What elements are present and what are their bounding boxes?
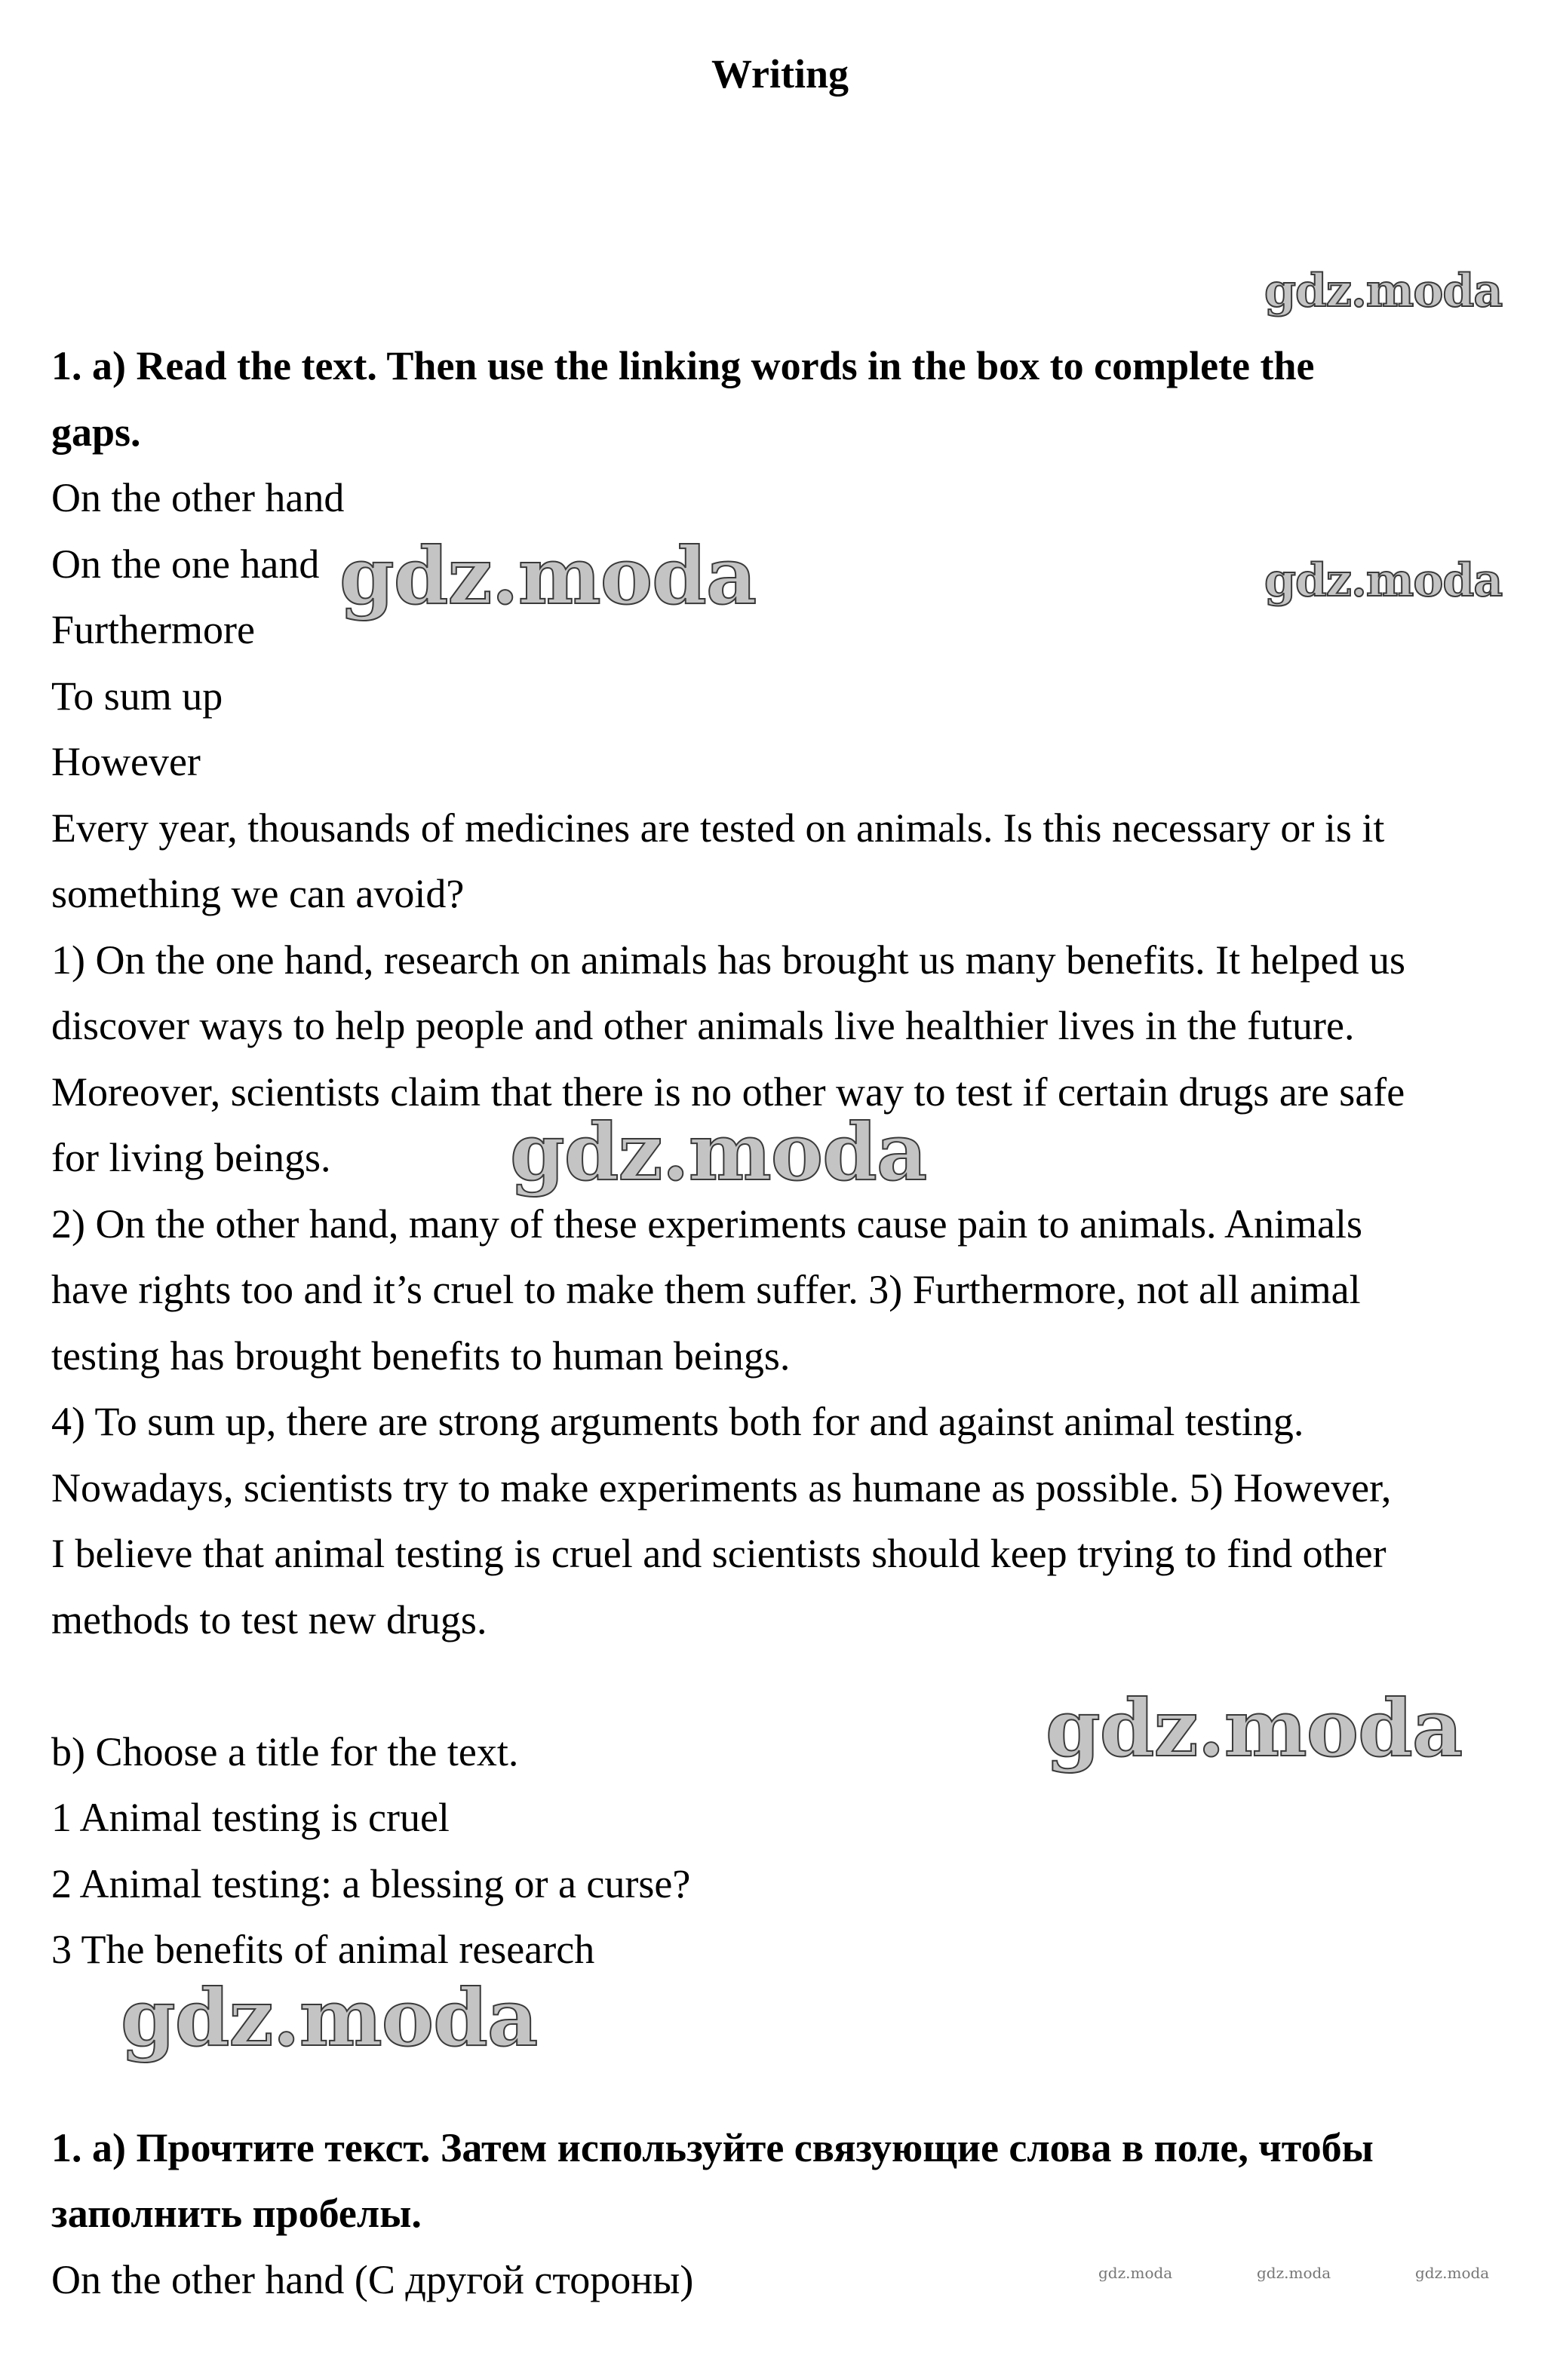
watermark: gdz.moda bbox=[1046, 1682, 1463, 1774]
linking-word-item: However bbox=[51, 739, 201, 784]
watermark: gdz.moda bbox=[1264, 554, 1503, 607]
watermark: gdz.moda bbox=[510, 1106, 927, 1198]
ru-task-heading-line1: 1. а) Прочтите текст. Затем используйте связующие слова в поле, чтобы bbox=[51, 2124, 1374, 2170]
text-line: 4) To sum up, there are strong arguments both for and against animal testing. bbox=[51, 1399, 1304, 1444]
watermark: gdz.moda bbox=[121, 1971, 538, 2064]
watermark: gdz.moda bbox=[1264, 265, 1503, 317]
ru-linking-word-item: On the other hand (С другой стороны) bbox=[51, 2256, 694, 2302]
text-line: methods to test new drugs. bbox=[51, 1596, 487, 1642]
task-heading-line1: 1. a) Read the text. Then use the linking words in the box to complete the bbox=[51, 343, 1315, 388]
title-option: 2 Animal testing: a blessing or a curse? bbox=[51, 1860, 691, 1906]
text-line: I believe that animal testing is cruel and scientists should keep trying to find other bbox=[51, 1531, 1386, 1576]
title-option: 3 The benefits of animal research bbox=[51, 1927, 595, 1972]
ru-task-heading-line2: заполнить пробелы. bbox=[51, 2191, 422, 2236]
text-line: for living beings. bbox=[51, 1135, 331, 1180]
text-line: discover ways to help people and other animals live healthier lives in the future. bbox=[51, 1003, 1355, 1048]
watermark-small: gdz.moda bbox=[1257, 2264, 1331, 2282]
watermark-small: gdz.moda bbox=[1415, 2264, 1490, 2282]
linking-word-item: On the other hand bbox=[51, 475, 345, 520]
linking-word-item: To sum up bbox=[51, 673, 223, 719]
text-line: 2) On the other hand, many of these experiments cause pain to animals. Animals bbox=[51, 1201, 1363, 1247]
text-line: Moreover, scientists claim that there is no other way to test if certain drugs are safe bbox=[51, 1069, 1405, 1115]
text-line: have rights too and it’s cruel to make them suffer. 3) Furthermore, not all animal bbox=[51, 1267, 1361, 1312]
part-b-prompt: b) Choose a title for the text. bbox=[51, 1728, 519, 1774]
task-heading-line2: gaps. bbox=[51, 409, 141, 455]
linking-word-item: Furthermore bbox=[51, 607, 255, 652]
text-line: something we can avoid? bbox=[51, 871, 465, 916]
text-line: testing has brought benefits to human beings. bbox=[51, 1333, 791, 1379]
watermark: gdz.moda bbox=[339, 529, 757, 622]
text-line: Every year, thousands of medicines are tested on animals. Is this necessary or is it bbox=[51, 805, 1385, 851]
page-title: Writing bbox=[711, 51, 849, 97]
text-line: 1) On the one hand, research on animals has brought us many benefits. It helped us bbox=[51, 937, 1406, 983]
linking-word-item: On the one hand bbox=[51, 541, 320, 587]
watermark-small: gdz.moda bbox=[1098, 2264, 1173, 2282]
text-line: Nowadays, scientists try to make experiments as humane as possible. 5) However, bbox=[51, 1464, 1392, 1511]
title-option: 1 Animal testing is cruel bbox=[51, 1795, 450, 1840]
